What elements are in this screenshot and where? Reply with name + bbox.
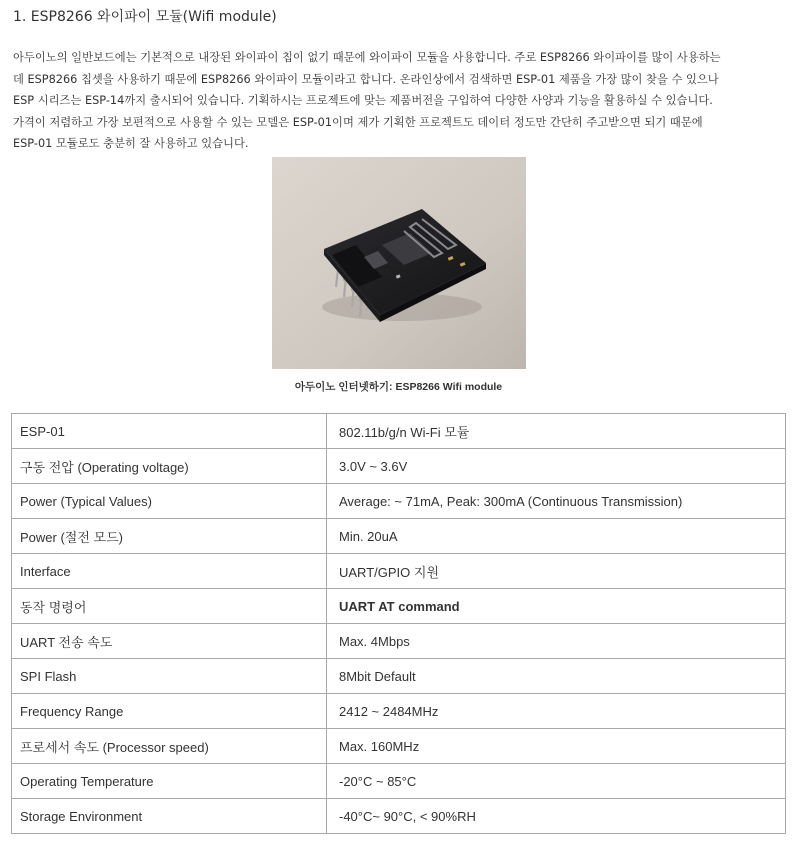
spec-label: Power (절전 모드) [12,519,327,554]
spec-value: 2412 ~ 2484MHz [327,694,786,729]
table-row [12,484,786,519]
spec-value: Min. 20uA [327,519,786,554]
spec-value: Average: ~ 71mA, Peak: 300mA (Continuous Transmission) [327,484,786,519]
table-row [12,624,786,659]
paragraph-line: 아두이노의 일반보드에는 기본적으로 내장된 와이파이 칩이 없기 때문에 와이파이 모듈을 사용합니다. 주로 ESP8266 와이파이를 많이 사용하는 [13,51,721,64]
spec-label: 프로세서 속도 (Processor speed) [12,729,327,764]
table-row [12,519,786,554]
spec-label: SPI Flash [12,659,327,694]
spec-label: Frequency Range [12,694,327,729]
table-row [12,799,786,834]
table-row [12,414,786,449]
paragraph-line: 가격이 저렴하고 가장 보편적으로 사용할 수 있는 모델은 ESP-01이며 제가 기획한 프로젝트도 데이터 정도만 간단히 주고받으면 되기 때문에 [13,115,703,129]
spec-label: Operating Temperature [12,764,327,799]
spec-label: 동작 명령어 [12,589,327,624]
spec-value: UART AT command [327,589,786,624]
table-row [12,659,786,694]
spec-value: UART/GPIO 지원 [327,554,786,589]
spec-label: Power (Typical Values) [12,484,327,519]
spec-value: -20°C ~ 85°C [327,764,786,799]
table-row [12,729,786,764]
spec-label: Storage Environment [12,799,327,834]
spec-value: Max. 160MHz [327,729,786,764]
spec-value: -40°C~ 90°C, < 90%RH [327,799,786,834]
spec-label: UART 전송 속도 [12,624,327,659]
spec-value: Max. 4Mbps [327,624,786,659]
table-row [12,589,786,624]
paragraph-line: 데 ESP8266 칩셋을 사용하기 때문에 ESP8266 와이파이 모듈이라고 합니다. 온라인상에서 검색하면 ESP-01 제품을 가장 많이 찾을 수 있으나 [13,72,719,86]
spec-value: 802.11b/g/n Wi-Fi 모듈 [327,414,786,449]
table-row [12,449,786,484]
spec-label: 구동 전압 (Operating voltage) [12,449,327,484]
paragraph-line: ESP 시리즈는 ESP-14까지 출시되어 있습니다. 기획하시는 프로젝트에 맞는 제품버전을 구입하여 다양한 사양과 기능을 활용하실 수 있습니다. [13,94,713,108]
spec-table [11,413,786,834]
section-heading: 1. ESP8266 와이파이 모듈(Wifi module) [13,9,277,25]
table-row [12,764,786,799]
spec-label: Interface [12,554,327,589]
esp8266-module-photo [272,157,526,369]
spec-value: 8Mbit Default [327,659,786,694]
table-row [12,554,786,589]
intro-paragraph [13,47,788,155]
table-row [12,694,786,729]
spec-label: ESP-01 [12,414,327,449]
image-caption: 아두이노 인터넷하기: ESP8266 Wifi module [294,381,503,393]
paragraph-line: ESP-01 모듈로도 충분히 잘 사용하고 있습니다. [13,137,249,151]
spec-value: 3.0V ~ 3.6V [327,449,786,484]
